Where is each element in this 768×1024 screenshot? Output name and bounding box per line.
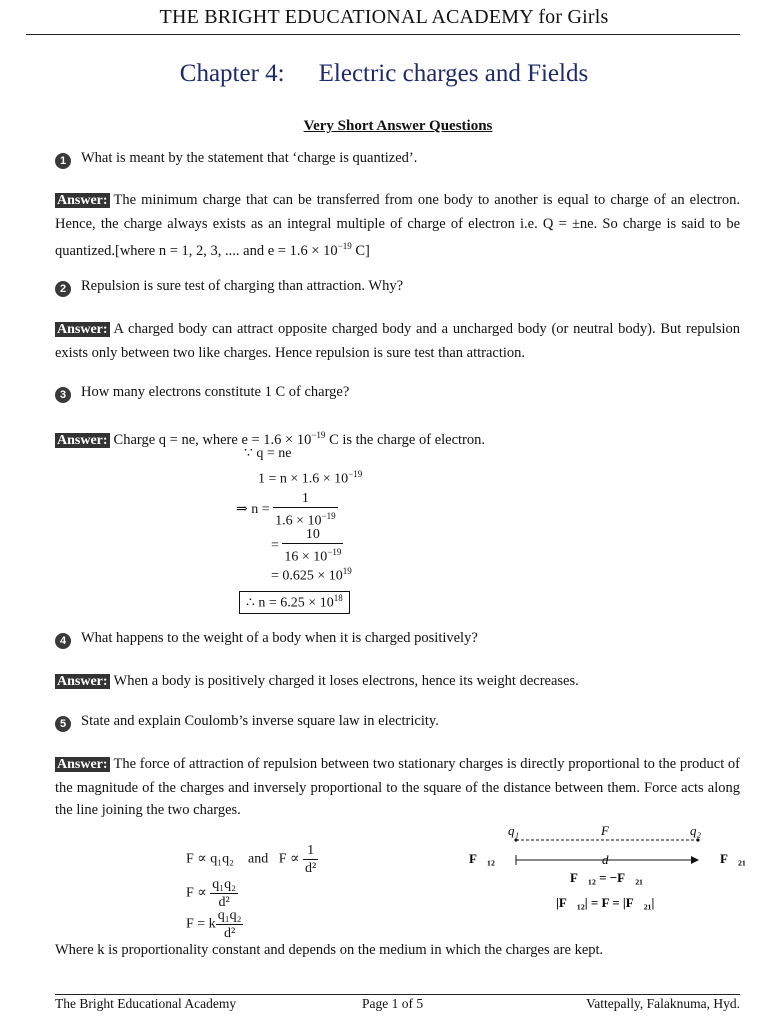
formula-line: F ∝ $\frac{\text{q₁q₂}}{\text{d²}}$ (186, 877, 237, 910)
answer-label: Answer: (57, 674, 108, 689)
formula-line: F = k $\frac{\text{q₁q₂}}{\text{d²}}$ (186, 908, 242, 941)
question-text: Repulsion is sure test of charging than attraction. Why? (81, 278, 404, 294)
question-text: How many electrons constitute 1 C of charge? (81, 384, 350, 400)
question-text: State and explain Coulomb’s inverse square law in electricity. (81, 713, 439, 729)
answer-4: Answer: When a body is positively charged it loses electrons, hence its weight decreases. (57, 673, 579, 689)
footer-right: Vattepally, Falaknuma, Hyd. (586, 996, 740, 1011)
math-line: = $\frac{10}{16 \times 10^{-19}}$ (271, 527, 342, 565)
fraction: $\frac{\text{q₁q₂}}{\text{d²}}$ (212, 877, 237, 910)
question-3 (55, 384, 349, 403)
answer-label: Answer: (57, 432, 108, 448)
math-line: ∵ q = ne (244, 446, 292, 461)
equation-opposite-forces: F⃗₁₂ = −F⃗₂₁ (570, 870, 644, 885)
question-text: What is meant by the statement that ‘charge is quantized’. (81, 150, 418, 166)
footer-left: The Bright Educational Academy (55, 996, 237, 1011)
math-line: ⇒ n = $\frac{1}{1.6 \times 10^{-19}}$ (236, 491, 336, 529)
question-number-badge: 4 (55, 633, 71, 649)
label-F12: F⃗₁₂ (469, 851, 495, 866)
header-divider (26, 34, 740, 35)
equation-magnitude: |F⃗₁₂| = F = |F⃗₂₁| (556, 895, 655, 910)
fraction: $\frac{10}{16 \times 10^{-19}}$ (284, 527, 342, 565)
label-d: d (602, 852, 609, 867)
formula-line: F ∝ q₁q₂ and F ∝ $\frac{1}{\text{d²}}$ (186, 843, 317, 876)
chapter-label: Chapter 4: (179, 60, 285, 87)
answer-label: Answer: (57, 322, 108, 337)
boxed-result: ∴ $n = 6.25 \times 10^{18}$ (239, 591, 350, 614)
answer-3: Answer: Charge q = ne, where $e = 1.6 \times 10^{-19}$ C is the charge of electron. (57, 430, 486, 448)
question-number-badge: 5 (55, 716, 71, 732)
answer-1: Answer: The minimum charge that can be transferred from one body to another is equal to charge of an electron. Hence, the charge always exists as an integral multiple of charge of electron i.e. Q = ±ne. So charge is said to be quantized.[where n = 1, 2, 3, .... and $e = 1.6 \times 10^{-19}$ C] (55, 192, 740, 259)
fraction: $\frac{\text{q₁q₂}}{\text{d²}}$ (217, 908, 242, 941)
charge-q2-point (696, 838, 699, 841)
question-number-badge: 1 (55, 153, 71, 169)
answer-2: Answer: A charged body can attract opposite charged body and a uncharged body (or neutral body). But repulsion exists only between two like charges. Hence repulsion is sure test than attraction. (55, 321, 740, 361)
fraction: $\frac{1}{\text{d²}}$ (305, 843, 317, 876)
math-line: = $0.625 \times 10^{19}$ (271, 566, 352, 584)
question-4 (55, 630, 478, 649)
question-number-badge: 3 (55, 387, 71, 403)
fraction: $\frac{1}{1.6 \times 10^{-19}}$ (275, 491, 336, 529)
coulomb-force-diagram (466, 820, 746, 920)
chapter-name: Electric charges and Fields (318, 60, 589, 87)
answer-5: Answer: The force of attraction of repulsion between two stationary charges is directly proportional to the product of the magnitude of the charges and inversely proportional to the square of the distance between them. Force acts along the line joining the two charges. (55, 756, 740, 818)
question-text: What happens to the weight of a body when it is charged positively? (81, 630, 478, 646)
page-header-title: THE BRIGHT EDUCATIONAL ACADEMY for Girls (159, 6, 609, 28)
charge-q1-point (514, 838, 517, 841)
question-1 (55, 150, 417, 169)
question-5 (55, 713, 439, 732)
footer-page-number: Page 1 of 5 (362, 996, 424, 1011)
answer-label: Answer: (57, 757, 108, 772)
label-q1: q₁ (508, 823, 520, 838)
label-F21: F⃗₂₁ (720, 851, 746, 866)
answer-label: Answer: (57, 193, 108, 208)
label-F: F (601, 823, 609, 838)
question-number-badge: 2 (55, 281, 71, 297)
question-2 (55, 278, 403, 297)
label-q2: q₂ (690, 823, 702, 838)
chapter-title (0, 60, 768, 88)
section-title: Very Short Answer Questions (303, 118, 493, 134)
footer-divider (55, 994, 740, 995)
math-line: $1 = n \times 1.6 \times 10^{-19}$ (258, 469, 363, 487)
closing-statement: Where k is proportionality constant and depends on the medium in which the charges are kept. (55, 942, 604, 958)
